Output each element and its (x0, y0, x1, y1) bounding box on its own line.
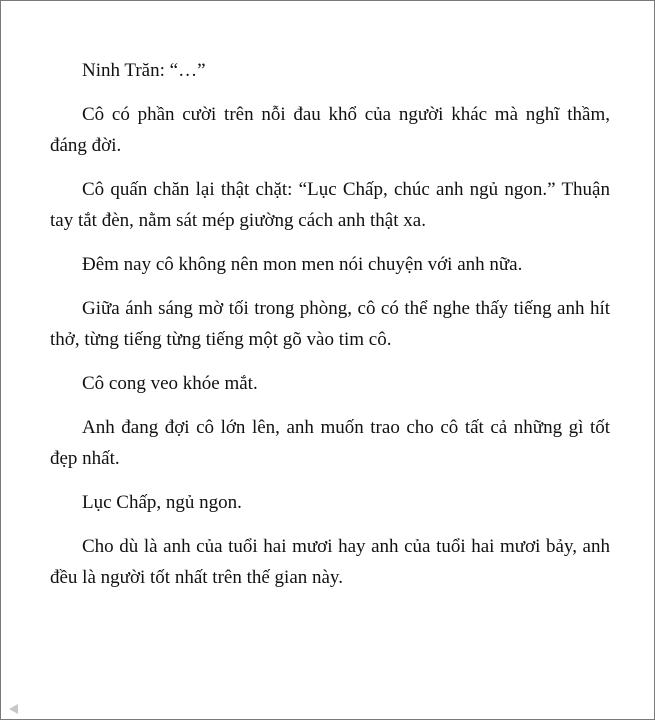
paragraph: Cô có phần cười trên nỗi đau khổ của người khác mà nghĩ thầm, đáng đời. (50, 104, 610, 156)
document-page (1, 1, 654, 701)
paragraph: Ninh Trăn: “…” (82, 60, 206, 81)
paragraph: Cho dù là anh của tuổi hai mươi hay anh của tuổi hai mươi bảy, anh đều là người tốt nhất trên thế gian này. (50, 536, 610, 588)
paragraph: Lục Chấp, ngủ ngon. (82, 492, 242, 513)
paragraph: Anh đang đợi cô lớn lên, anh muốn trao cho cô tất cả những gì tốt đẹp nhất. (50, 417, 610, 469)
paragraph: Giữa ánh sáng mờ tối trong phòng, cô có thể nghe thấy tiếng anh hít thở, từng tiếng từng tiếng một gõ vào tim cô. (50, 298, 610, 350)
paragraph: Cô quấn chăn lại thật chặt: “Lục Chấp, chúc anh ngủ ngon.” Thuận tay tắt đèn, nằm sát mép giường cách anh thật xa. (50, 179, 610, 231)
arrow-left-icon[interactable] (9, 704, 18, 714)
paragraph: Đêm nay cô không nên mon men nói chuyện với anh nữa. (82, 254, 523, 275)
bottom-navigation-bar (1, 699, 654, 719)
paragraph: Cô cong veo khóe mắt. (82, 373, 258, 394)
